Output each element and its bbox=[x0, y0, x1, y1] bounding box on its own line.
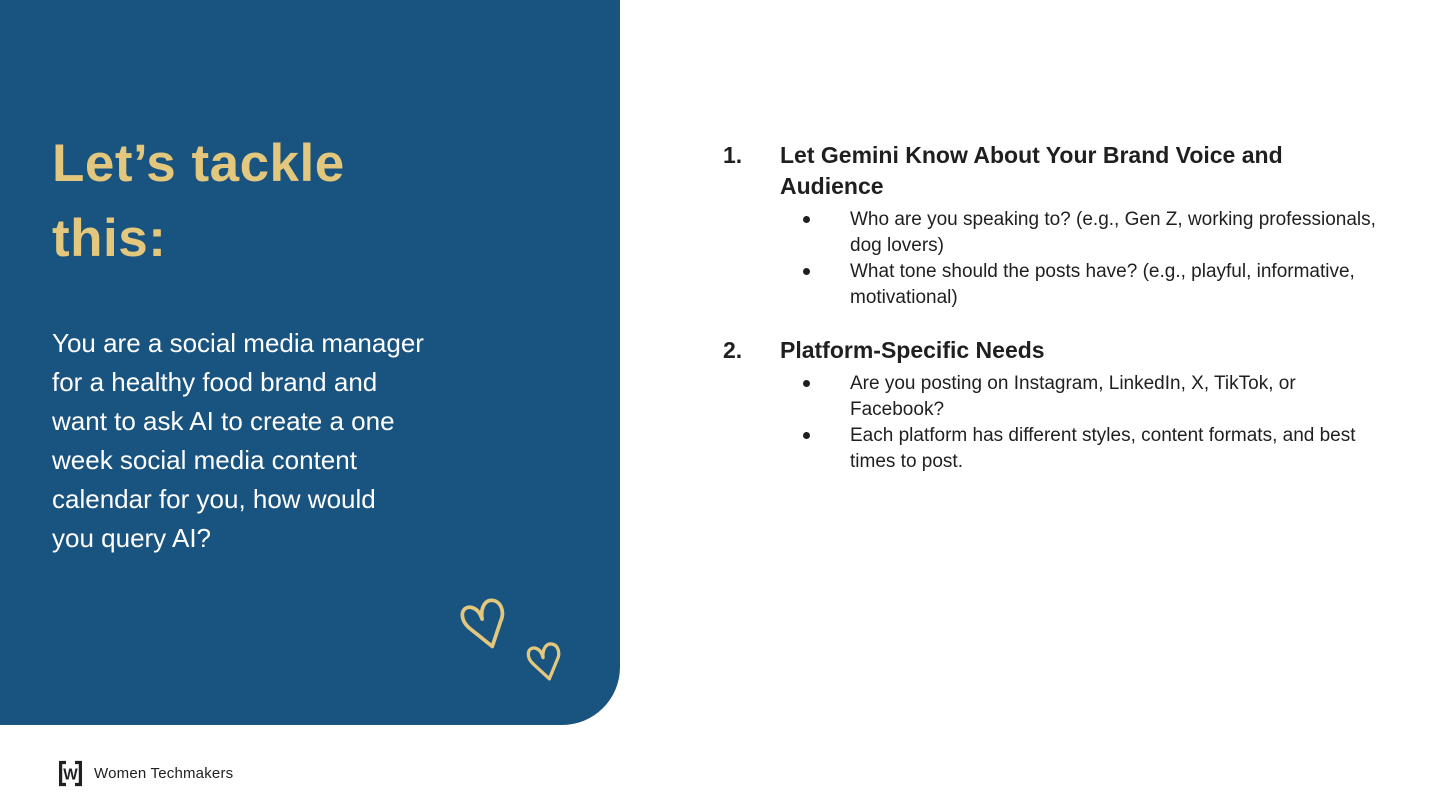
svg-text:W: W bbox=[63, 766, 78, 784]
body-line: you query AI? bbox=[52, 523, 211, 553]
bullet-item bbox=[780, 207, 1383, 259]
list-item-content bbox=[780, 335, 1383, 475]
heart-doodle-icon bbox=[445, 585, 525, 664]
body-line: for a healthy food brand and bbox=[52, 367, 378, 397]
bullet-dot-icon bbox=[803, 380, 810, 387]
bullet-text: What tone should the posts have? (e.g., playful, informative, motivational) bbox=[850, 261, 1355, 308]
slide-body-text bbox=[52, 324, 512, 558]
list-item-1 bbox=[723, 140, 1383, 311]
bullet-text: Each platform has different styles, content formats, and best times to post. bbox=[850, 425, 1356, 472]
list-item-bullets bbox=[780, 371, 1383, 475]
bullet-item bbox=[780, 259, 1383, 311]
heart-doodle-icon bbox=[516, 633, 574, 690]
body-line: You are a social media manager bbox=[52, 328, 424, 358]
bullet-text: Are you posting on Instagram, LinkedIn, X, TikTok, or Facebook? bbox=[850, 373, 1296, 420]
slide-title-line-2: this: bbox=[52, 209, 167, 268]
bullet-text: Who are you speaking to? (e.g., Gen Z, working professionals, dog lovers) bbox=[850, 209, 1376, 256]
bullet-dot-icon bbox=[803, 268, 810, 275]
women-techmakers-logo bbox=[57, 759, 233, 788]
body-line: week social media content bbox=[52, 445, 357, 475]
numbered-list bbox=[723, 140, 1383, 475]
slide-title-line-1: Let’s tackle bbox=[52, 134, 345, 193]
bullet-item bbox=[780, 423, 1383, 475]
list-item-bullets bbox=[780, 207, 1383, 311]
list-item-number: 2. bbox=[723, 337, 743, 363]
logo-wordmark: Women Techmakers bbox=[94, 765, 234, 782]
list-item-heading: Platform-Specific Needs bbox=[780, 337, 1045, 363]
slide-title bbox=[52, 126, 522, 276]
list-item-number: 1. bbox=[723, 142, 743, 168]
list-item-content bbox=[780, 140, 1383, 311]
bullet-dot-icon bbox=[803, 216, 810, 223]
body-line: calendar for you, how would bbox=[52, 484, 376, 514]
women-techmakers-logo-icon bbox=[57, 759, 84, 788]
body-line: want to ask AI to create a one bbox=[52, 406, 395, 436]
list-item-2 bbox=[723, 335, 1383, 475]
left-panel bbox=[0, 0, 620, 725]
bullet-item bbox=[780, 371, 1383, 423]
list-item-heading: Let Gemini Know About Your Brand Voice and Audience bbox=[780, 142, 1283, 199]
bullet-dot-icon bbox=[803, 432, 810, 439]
